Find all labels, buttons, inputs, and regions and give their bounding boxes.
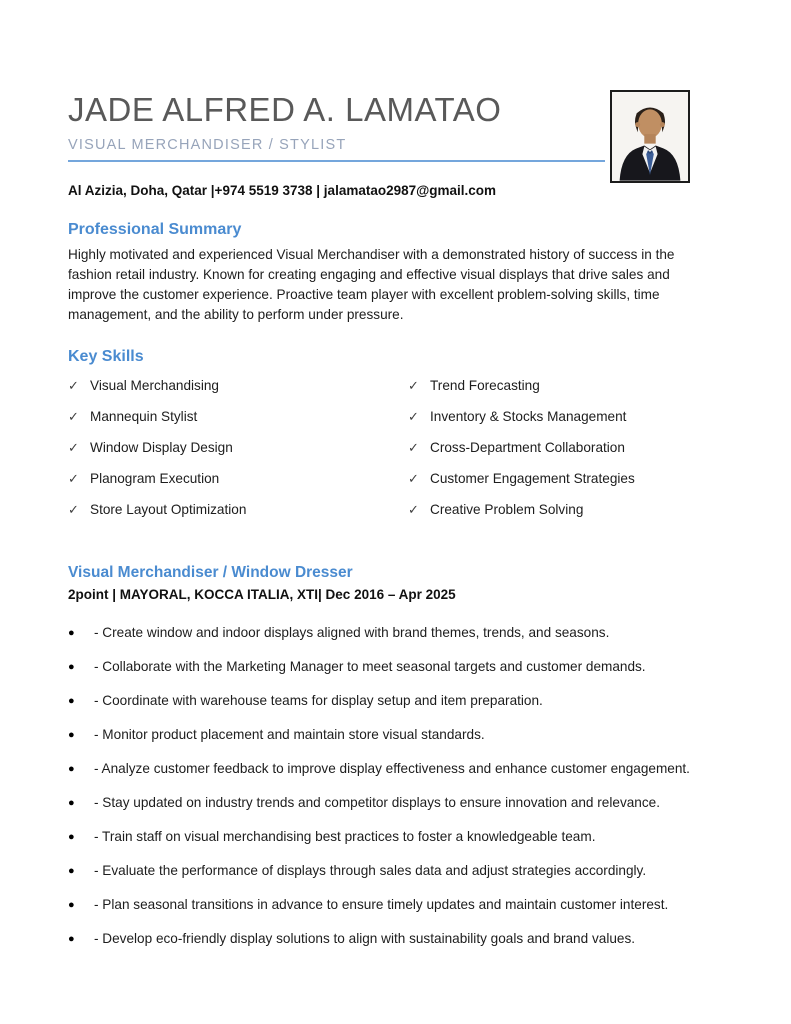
- experience-company-dates: 2point | MAYORAL, KOCCA ITALIA, XTI| Dec 2016 – Apr 2025: [68, 587, 456, 602]
- bullet-icon: ●: [68, 627, 75, 639]
- skill-label: Visual Merchandising: [90, 378, 219, 393]
- skills-section: [68, 348, 721, 518]
- summary-heading: Professional Summary: [68, 221, 242, 238]
- contact-line: Al Azizia, Doha, Qatar |+974 5519 3738 | jalamatao2987@gmail.com: [68, 183, 497, 198]
- skill-label: Inventory & Stocks Management: [430, 409, 627, 424]
- skill-item: [408, 409, 721, 425]
- skill-item: [408, 378, 721, 394]
- duty-item: [68, 692, 721, 711]
- duty-item: [68, 828, 721, 847]
- duty-text: - Plan seasonal transitions in advance to ensure timely updates and maintain customer interest.: [94, 897, 669, 912]
- skill-label: Trend Forecasting: [430, 378, 540, 393]
- duty-text: - Develop eco-friendly display solutions to align with sustainability goals and brand values.: [94, 931, 636, 946]
- candidate-job-title: VISUAL MERCHANDISER / STYLIST: [68, 137, 347, 153]
- checkmark-icon: ✓: [408, 471, 419, 486]
- duty-item: [68, 896, 721, 915]
- skill-item: [408, 471, 721, 487]
- checkmark-icon: ✓: [408, 440, 419, 455]
- experience-section: [68, 564, 721, 949]
- skill-label: Customer Engagement Strategies: [430, 471, 635, 486]
- checkmark-icon: ✓: [68, 378, 79, 393]
- skill-label: Cross-Department Collaboration: [430, 440, 625, 455]
- duty-text: - Monitor product placement and maintain store visual standards.: [94, 727, 485, 742]
- bullet-icon: ●: [68, 797, 75, 809]
- duty-item: [68, 658, 721, 677]
- bullet-icon: ●: [68, 695, 75, 707]
- duty-item: [68, 624, 721, 643]
- headshot-photo: [610, 90, 690, 183]
- duty-item: [68, 862, 721, 881]
- checkmark-icon: ✓: [408, 378, 419, 393]
- checkmark-icon: ✓: [68, 440, 79, 455]
- skill-item: [408, 440, 721, 456]
- bullet-icon: ●: [68, 933, 75, 945]
- checkmark-icon: ✓: [68, 409, 79, 424]
- skill-label: Creative Problem Solving: [430, 502, 584, 517]
- header-divider: [68, 160, 605, 162]
- headshot-illustration: [612, 92, 688, 181]
- skill-item: [408, 502, 721, 518]
- duty-text: - Create window and indoor displays aligned with brand themes, trends, and seasons.: [94, 625, 610, 640]
- duty-text: - Analyze customer feedback to improve display effectiveness and enhance customer engagement.: [94, 761, 690, 776]
- skills-grid: [68, 378, 721, 518]
- skill-label: Store Layout Optimization: [90, 502, 247, 517]
- skill-label: Window Display Design: [90, 440, 233, 455]
- experience-job-title: Visual Merchandiser / Window Dresser: [68, 564, 353, 581]
- skills-heading: Key Skills: [68, 348, 144, 365]
- checkmark-icon: ✓: [408, 502, 419, 517]
- duties-list: [68, 624, 721, 949]
- summary-text: Highly motivated and experienced Visual Merchandiser with a demonstrated history of success in the fashion retail industry. Known for creating engaging and effective visual displays that drive sales and improve the customer experience. Proactive team player with excellent problem-solving skills, time management, and the ability to perform under pressure.: [68, 247, 675, 322]
- skill-item: [68, 440, 408, 456]
- checkmark-icon: ✓: [68, 502, 79, 517]
- duty-text: - Stay updated on industry trends and competitor displays to ensure innovation and relevance.: [94, 795, 660, 810]
- checkmark-icon: ✓: [408, 409, 419, 424]
- skill-item: [68, 378, 408, 394]
- bullet-icon: ●: [68, 763, 75, 775]
- duty-item: [68, 760, 721, 779]
- bullet-icon: ●: [68, 865, 75, 877]
- bullet-icon: ●: [68, 661, 75, 673]
- skill-label: Mannequin Stylist: [90, 409, 198, 424]
- header: [68, 92, 721, 162]
- skill-item: [68, 471, 408, 487]
- duty-text: - Evaluate the performance of displays through sales data and adjust strategies accordingly.: [94, 863, 647, 878]
- candidate-name: JADE ALFRED A. LAMATAO: [68, 91, 502, 128]
- duty-text: - Train staff on visual merchandising best practices to foster a knowledgeable team.: [94, 829, 596, 844]
- duty-item: [68, 930, 721, 949]
- bullet-icon: ●: [68, 899, 75, 911]
- skill-label: Planogram Execution: [90, 471, 220, 486]
- duty-text: - Collaborate with the Marketing Manager to meet seasonal targets and customer demands.: [94, 659, 646, 674]
- skill-item: [68, 409, 408, 425]
- skill-item: [68, 502, 408, 518]
- duty-item: [68, 726, 721, 745]
- checkmark-icon: ✓: [68, 471, 79, 486]
- bullet-icon: ●: [68, 729, 75, 741]
- duty-text: - Coordinate with warehouse teams for display setup and item preparation.: [94, 693, 543, 708]
- duty-item: [68, 794, 721, 813]
- summary-section: [68, 221, 721, 325]
- bullet-icon: ●: [68, 831, 75, 843]
